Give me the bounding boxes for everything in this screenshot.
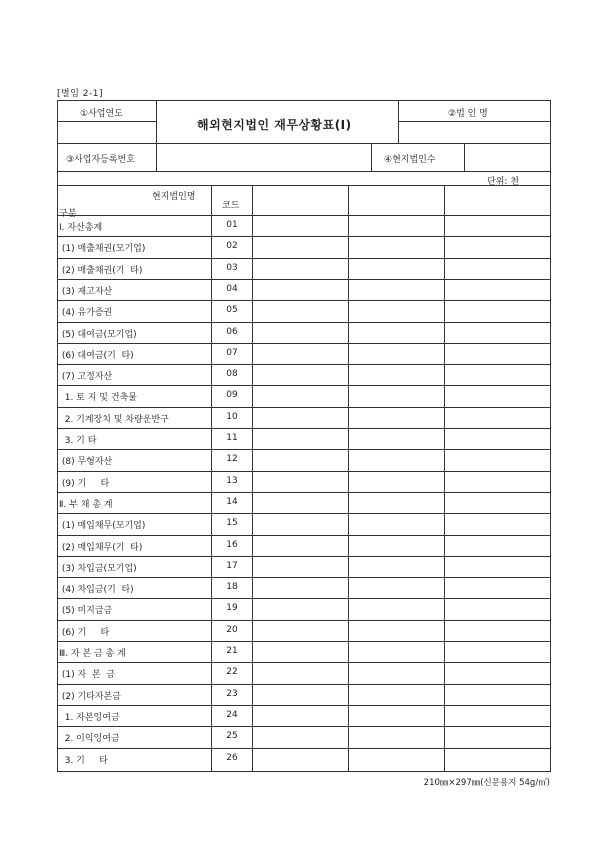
row-divider xyxy=(57,343,551,344)
row-label: 2. 기계장치 및 차량운반구 xyxy=(59,414,169,425)
corporation-name-label: ②법 인 명 xyxy=(448,109,488,119)
row-divider xyxy=(57,471,551,472)
row-label: (2) 매입채무(기 타) xyxy=(59,542,143,553)
row-code: 09 xyxy=(226,390,238,401)
row-label: (4) 차입금(기 타) xyxy=(59,585,134,596)
row-divider xyxy=(57,279,551,280)
row-code: 14 xyxy=(226,496,238,507)
row-label: 1. 토 지 및 건축물 xyxy=(59,393,137,404)
row-divider xyxy=(57,492,551,493)
row-code: 18 xyxy=(226,582,238,593)
row-code: 10 xyxy=(226,411,238,422)
row-divider xyxy=(57,364,551,365)
row-code: 07 xyxy=(226,347,238,358)
row-label: (6) 기 타 xyxy=(59,627,110,638)
row-label: (4) 유가증권 xyxy=(59,308,113,319)
divider xyxy=(371,143,372,171)
row-divider xyxy=(57,726,551,727)
row-label: 3. 기 타 xyxy=(59,755,108,766)
row-divider xyxy=(57,385,551,386)
form-title: 해외현지법인 재무상황표(Ⅰ) xyxy=(197,118,352,132)
row-divider xyxy=(57,449,551,450)
divider xyxy=(57,143,551,144)
header-row-divider xyxy=(57,215,551,216)
row-divider xyxy=(57,258,551,259)
paper-spec-footer: 210㎜×297㎜(신문용지 54g/㎡) xyxy=(423,778,550,788)
row-label: Ⅱ. 부 채 총 계 xyxy=(59,499,113,510)
subsidiary-name-header: 현지법인명 xyxy=(152,192,196,202)
row-label: (3) 재고자산 xyxy=(59,286,113,297)
row-divider xyxy=(57,300,551,301)
row-code: 25 xyxy=(226,731,238,742)
row-label: (1) 매출채권(모기업) xyxy=(59,244,146,255)
code-header: 코드 xyxy=(222,201,240,211)
row-divider xyxy=(57,684,551,685)
row-divider xyxy=(57,662,551,663)
row-code: 26 xyxy=(226,752,238,763)
row-divider xyxy=(57,748,551,749)
row-code: 03 xyxy=(226,262,238,273)
row-code: 17 xyxy=(226,560,238,571)
row-divider xyxy=(57,598,551,599)
row-divider xyxy=(57,620,551,621)
row-code: 15 xyxy=(226,518,238,529)
row-label: (3) 차입금(모기업) xyxy=(59,563,137,574)
category-header: 구분 xyxy=(59,209,77,219)
row-label: Ⅰ. 자산총계 xyxy=(59,223,103,233)
row-divider xyxy=(57,535,551,536)
row-divider xyxy=(57,513,551,514)
divider xyxy=(398,100,399,144)
row-divider xyxy=(57,428,551,429)
row-divider xyxy=(57,556,551,557)
row-label: (5) 미지급금 xyxy=(59,606,113,617)
row-divider xyxy=(57,577,551,578)
row-label: (5) 대여금(모기업) xyxy=(59,329,137,340)
row-code: 04 xyxy=(226,283,238,294)
row-label: (2) 매출채권(기 타) xyxy=(59,265,143,276)
divider xyxy=(464,143,465,171)
business-year-label: ①사업연도 xyxy=(80,109,123,119)
row-code: 02 xyxy=(226,241,238,252)
row-code: 08 xyxy=(226,369,238,380)
subsidiary-count-label: ④현지법인수 xyxy=(384,155,436,165)
row-label: 2. 이익잉여금 xyxy=(59,734,120,745)
row-code: 22 xyxy=(226,667,238,678)
row-code: 20 xyxy=(226,624,238,635)
row-divider xyxy=(57,236,551,237)
divider xyxy=(398,121,551,122)
row-label: (1) 매입채무(모기업) xyxy=(59,521,146,532)
row-code: 21 xyxy=(226,646,238,656)
row-divider xyxy=(57,705,551,706)
row-code: 01 xyxy=(226,220,238,230)
row-code: 24 xyxy=(226,709,238,720)
row-code: 13 xyxy=(226,475,238,486)
unit-label: 단위: 천 xyxy=(487,177,519,187)
row-divider xyxy=(57,322,551,323)
divider xyxy=(156,143,157,171)
row-label: (1) 자 본 금 xyxy=(59,670,115,681)
row-code: 19 xyxy=(226,603,238,614)
row-label: Ⅲ. 자 본 금 총 계 xyxy=(59,649,126,659)
row-code: 11 xyxy=(226,433,238,443)
attachment-label: [별임 2-1] xyxy=(57,89,103,99)
row-code: 12 xyxy=(226,454,238,465)
row-label: 1. 자본잉여금 xyxy=(59,712,120,723)
row-divider xyxy=(57,407,551,408)
row-code: 06 xyxy=(226,326,238,337)
divider xyxy=(57,121,156,122)
divider xyxy=(156,100,157,144)
row-label: (7) 고정자산 xyxy=(59,372,113,383)
row-code: 05 xyxy=(226,305,238,316)
row-code: 23 xyxy=(226,688,238,699)
divider xyxy=(57,171,551,172)
row-label: (8) 무형자산 xyxy=(59,457,113,468)
row-label: 3. 기 타 xyxy=(59,436,97,446)
row-label: (6) 대여금(기 타) xyxy=(59,350,134,361)
row-label: (9) 기 타 xyxy=(59,478,110,489)
registration-number-label: ③사업자등록번호 xyxy=(66,155,135,165)
row-code: 16 xyxy=(226,539,238,550)
row-divider xyxy=(57,641,551,642)
row-label: (2) 기타자본금 xyxy=(59,691,121,702)
